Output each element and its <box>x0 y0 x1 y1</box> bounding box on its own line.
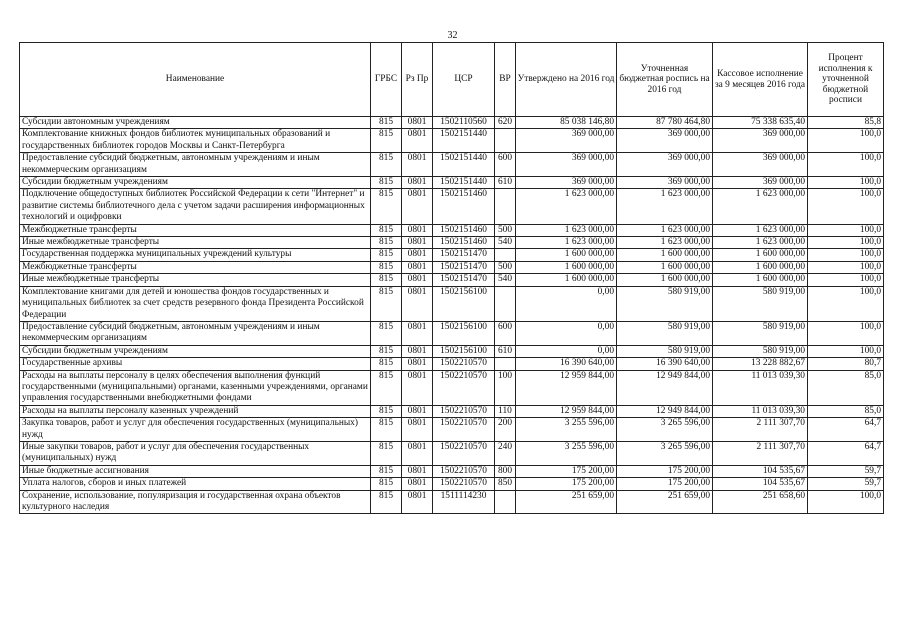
row-vr: 600 <box>495 153 516 177</box>
row-name: Государственная поддержка муниципальных учреждений культуры <box>20 249 371 261</box>
table-row <box>20 261 884 273</box>
table-row <box>20 478 884 490</box>
row-csr: 1502151470 <box>433 249 495 261</box>
row-csr: 1502210570 <box>433 358 495 370</box>
row-grbs: 815 <box>371 370 402 405</box>
row-cash: 1 600 000,00 <box>713 274 808 286</box>
row-rzpr: 0801 <box>402 261 433 273</box>
header-refined: Уточненная бюджетная роспись на 2016 год <box>617 43 713 117</box>
row-csr: 1502151440 <box>433 129 495 153</box>
row-vr: 850 <box>495 478 516 490</box>
row-vr: 610 <box>495 177 516 189</box>
row-csr: 1502151470 <box>433 274 495 286</box>
row-grbs: 815 <box>371 117 402 129</box>
header-cash: Кассовое исполнение за 9 месяцев 2016 года <box>713 43 808 117</box>
row-name: Субсидии бюджетным учреждениям <box>20 345 371 357</box>
row-grbs: 815 <box>371 358 402 370</box>
row-vr <box>495 249 516 261</box>
row-cash: 369 000,00 <box>713 153 808 177</box>
row-refined: 251 659,00 <box>617 490 713 514</box>
header-grbs: ГРБС <box>371 43 402 117</box>
row-vr <box>495 189 516 224</box>
row-grbs: 815 <box>371 129 402 153</box>
row-rzpr: 0801 <box>402 117 433 129</box>
row-approved: 369 000,00 <box>516 177 617 189</box>
row-csr: 1502151460 <box>433 224 495 236</box>
row-rzpr: 0801 <box>402 418 433 442</box>
row-csr: 1502151460 <box>433 189 495 224</box>
row-cash: 1 623 000,00 <box>713 237 808 249</box>
table-row <box>20 177 884 189</box>
row-percent: 100,0 <box>808 490 884 514</box>
row-name: Иные закупки товаров, работ и услуг для обеспечения государственных (муниципальных) нужд <box>20 441 371 465</box>
row-grbs: 815 <box>371 153 402 177</box>
row-refined: 1 623 000,00 <box>617 189 713 224</box>
row-csr: 1502210570 <box>433 405 495 417</box>
row-csr: 1502210570 <box>433 478 495 490</box>
row-cash: 11 013 039,30 <box>713 370 808 405</box>
page-number: 32 <box>447 30 458 41</box>
table-row <box>20 441 884 465</box>
table-row <box>20 418 884 442</box>
row-vr: 610 <box>495 345 516 357</box>
table-row <box>20 129 884 153</box>
row-approved: 1 623 000,00 <box>516 189 617 224</box>
row-refined: 1 623 000,00 <box>617 237 713 249</box>
row-vr: 110 <box>495 405 516 417</box>
row-percent: 80,7 <box>808 358 884 370</box>
row-refined: 369 000,00 <box>617 129 713 153</box>
row-vr: 600 <box>495 321 516 345</box>
row-approved: 3 255 596,00 <box>516 418 617 442</box>
row-approved: 1 623 000,00 <box>516 237 617 249</box>
table-body <box>20 117 884 514</box>
budget-table <box>19 42 884 514</box>
row-cash: 369 000,00 <box>713 129 808 153</box>
row-cash: 1 600 000,00 <box>713 249 808 261</box>
row-approved: 251 659,00 <box>516 490 617 514</box>
table-row <box>20 117 884 129</box>
row-refined: 12 949 844,00 <box>617 370 713 405</box>
row-grbs: 815 <box>371 224 402 236</box>
table-row <box>20 345 884 357</box>
table-row <box>20 286 884 321</box>
row-rzpr: 0801 <box>402 153 433 177</box>
row-approved: 12 959 844,00 <box>516 405 617 417</box>
row-rzpr: 0801 <box>402 345 433 357</box>
row-grbs: 815 <box>371 418 402 442</box>
table-row <box>20 465 884 477</box>
row-cash: 2 111 307,70 <box>713 418 808 442</box>
row-csr: 1502151440 <box>433 177 495 189</box>
row-approved: 85 038 146,80 <box>516 117 617 129</box>
row-vr: 500 <box>495 261 516 273</box>
row-rzpr: 0801 <box>402 370 433 405</box>
row-csr: 1502156100 <box>433 286 495 321</box>
row-name: Межбюджетные трансферты <box>20 261 371 273</box>
row-percent: 100,0 <box>808 286 884 321</box>
row-rzpr: 0801 <box>402 189 433 224</box>
row-rzpr: 0801 <box>402 490 433 514</box>
row-refined: 1 600 000,00 <box>617 261 713 273</box>
row-percent: 100,0 <box>808 261 884 273</box>
row-vr <box>495 358 516 370</box>
row-cash: 2 111 307,70 <box>713 441 808 465</box>
row-percent: 100,0 <box>808 237 884 249</box>
row-vr: 100 <box>495 370 516 405</box>
row-grbs: 815 <box>371 261 402 273</box>
row-name: Предоставление субсидий бюджетным, автономным учреждениям и иным некоммерческим организациям <box>20 321 371 345</box>
row-rzpr: 0801 <box>402 478 433 490</box>
row-grbs: 815 <box>371 345 402 357</box>
row-name: Субсидии бюджетным учреждениям <box>20 177 371 189</box>
row-grbs: 815 <box>371 321 402 345</box>
row-refined: 580 919,00 <box>617 345 713 357</box>
row-vr: 500 <box>495 224 516 236</box>
row-approved: 16 390 640,00 <box>516 358 617 370</box>
row-vr: 620 <box>495 117 516 129</box>
row-percent: 100,0 <box>808 321 884 345</box>
row-cash: 580 919,00 <box>713 286 808 321</box>
row-name: Иные межбюджетные трансферты <box>20 274 371 286</box>
row-name: Иные межбюджетные трансферты <box>20 237 371 249</box>
row-cash: 1 623 000,00 <box>713 224 808 236</box>
row-csr: 1502151440 <box>433 153 495 177</box>
row-percent: 100,0 <box>808 249 884 261</box>
table-header-row <box>20 43 884 117</box>
row-refined: 369 000,00 <box>617 153 713 177</box>
row-csr: 1502156100 <box>433 345 495 357</box>
row-name: Уплата налогов, сборов и иных платежей <box>20 478 371 490</box>
table-row <box>20 370 884 405</box>
row-rzpr: 0801 <box>402 224 433 236</box>
row-vr: 800 <box>495 465 516 477</box>
row-name: Комплектование книжных фондов библиотек муниципальных образований и государственных библиотек городов Москвы и Санкт-Петербурга <box>20 129 371 153</box>
header-csr: ЦСР <box>433 43 495 117</box>
row-vr: 240 <box>495 441 516 465</box>
row-refined: 3 265 596,00 <box>617 441 713 465</box>
row-rzpr: 0801 <box>402 129 433 153</box>
row-name: Расходы на выплаты персоналу в целях обеспечения выполнения функций государственными (муниципальными) органами, казенными учреждениями, органами управления государственными внебюджетными фондами <box>20 370 371 405</box>
row-rzpr: 0801 <box>402 177 433 189</box>
row-rzpr: 0801 <box>402 405 433 417</box>
row-refined: 16 390 640,00 <box>617 358 713 370</box>
row-percent: 100,0 <box>808 177 884 189</box>
row-approved: 369 000,00 <box>516 153 617 177</box>
row-cash: 1 600 000,00 <box>713 261 808 273</box>
row-refined: 1 600 000,00 <box>617 274 713 286</box>
row-approved: 175 200,00 <box>516 465 617 477</box>
row-grbs: 815 <box>371 441 402 465</box>
row-rzpr: 0801 <box>402 274 433 286</box>
table-row <box>20 274 884 286</box>
row-cash: 580 919,00 <box>713 321 808 345</box>
row-approved: 0,00 <box>516 286 617 321</box>
row-name: Государственные архивы <box>20 358 371 370</box>
row-name: Расходы на выплаты персоналу казенных учреждений <box>20 405 371 417</box>
row-percent: 59,7 <box>808 465 884 477</box>
row-refined: 175 200,00 <box>617 465 713 477</box>
table-row <box>20 249 884 261</box>
row-csr: 1511114230 <box>433 490 495 514</box>
row-name: Закупка товаров, работ и услуг для обеспечения государственных (муниципальных) нужд <box>20 418 371 442</box>
row-refined: 175 200,00 <box>617 478 713 490</box>
row-cash: 104 535,67 <box>713 478 808 490</box>
row-grbs: 815 <box>371 177 402 189</box>
row-refined: 87 780 464,80 <box>617 117 713 129</box>
row-percent: 100,0 <box>808 153 884 177</box>
row-grbs: 815 <box>371 478 402 490</box>
row-refined: 3 265 596,00 <box>617 418 713 442</box>
row-cash: 1 623 000,00 <box>713 189 808 224</box>
row-approved: 175 200,00 <box>516 478 617 490</box>
row-cash: 13 228 882,67 <box>713 358 808 370</box>
row-refined: 1 623 000,00 <box>617 224 713 236</box>
table-row <box>20 321 884 345</box>
row-approved: 12 959 844,00 <box>516 370 617 405</box>
row-name: Иные бюджетные ассигнования <box>20 465 371 477</box>
row-rzpr: 0801 <box>402 358 433 370</box>
row-refined: 580 919,00 <box>617 286 713 321</box>
row-rzpr: 0801 <box>402 465 433 477</box>
row-name: Подключение общедоступных библиотек Российской Федерации к сети "Интернет" и развитие системы библиотечного дела с учетом задачи расширения информационных технологий и оцифровки <box>20 189 371 224</box>
row-approved: 1 600 000,00 <box>516 249 617 261</box>
row-percent: 85,0 <box>808 370 884 405</box>
row-grbs: 815 <box>371 405 402 417</box>
row-csr: 1502210570 <box>433 370 495 405</box>
row-approved: 0,00 <box>516 321 617 345</box>
row-name: Субсидии автономным учреждениям <box>20 117 371 129</box>
row-grbs: 815 <box>371 237 402 249</box>
row-cash: 580 919,00 <box>713 345 808 357</box>
row-approved: 1 600 000,00 <box>516 274 617 286</box>
row-refined: 12 949 844,00 <box>617 405 713 417</box>
table-row <box>20 405 884 417</box>
row-vr: 200 <box>495 418 516 442</box>
row-csr: 1502210570 <box>433 465 495 477</box>
row-cash: 11 013 039,30 <box>713 405 808 417</box>
row-vr <box>495 490 516 514</box>
table-row <box>20 189 884 224</box>
row-csr: 1502210570 <box>433 418 495 442</box>
row-cash: 75 338 635,40 <box>713 117 808 129</box>
header-vr: ВР <box>495 43 516 117</box>
header-name: Наименование <box>20 43 371 117</box>
row-cash: 251 658,60 <box>713 490 808 514</box>
row-rzpr: 0801 <box>402 441 433 465</box>
row-csr: 1502110560 <box>433 117 495 129</box>
row-csr: 1502151460 <box>433 237 495 249</box>
header-approved: Утверждено на 2016 год <box>516 43 617 117</box>
row-rzpr: 0801 <box>402 249 433 261</box>
row-name: Предоставление субсидий бюджетным, автономным учреждениям и иным некоммерческим организациям <box>20 153 371 177</box>
row-name: Межбюджетные трансферты <box>20 224 371 236</box>
table-row <box>20 490 884 514</box>
row-refined: 1 600 000,00 <box>617 249 713 261</box>
row-cash: 369 000,00 <box>713 177 808 189</box>
row-vr: 540 <box>495 274 516 286</box>
row-percent: 100,0 <box>808 224 884 236</box>
row-rzpr: 0801 <box>402 286 433 321</box>
row-name: Комплектование книгами для детей и юношества фондов государственных и муниципальных библиотек за счет средств резервного фонда Президента Российской Федерации <box>20 286 371 321</box>
row-approved: 1 600 000,00 <box>516 261 617 273</box>
row-approved: 3 255 596,00 <box>516 441 617 465</box>
row-grbs: 815 <box>371 286 402 321</box>
row-approved: 0,00 <box>516 345 617 357</box>
row-percent: 100,0 <box>808 129 884 153</box>
row-vr <box>495 286 516 321</box>
row-percent: 85,8 <box>808 117 884 129</box>
row-rzpr: 0801 <box>402 237 433 249</box>
row-percent: 100,0 <box>808 345 884 357</box>
row-grbs: 815 <box>371 274 402 286</box>
row-grbs: 815 <box>371 465 402 477</box>
row-percent: 85,0 <box>808 405 884 417</box>
row-grbs: 815 <box>371 189 402 224</box>
row-percent: 64,7 <box>808 441 884 465</box>
row-rzpr: 0801 <box>402 321 433 345</box>
table-row <box>20 224 884 236</box>
header-percent: Процент исполнения к уточненной бюджетной росписи <box>808 43 884 117</box>
row-csr: 1502156100 <box>433 321 495 345</box>
row-refined: 369 000,00 <box>617 177 713 189</box>
row-percent: 100,0 <box>808 274 884 286</box>
row-name: Сохранение, использование, популяризация и государственная охрана объектов культурного наследия <box>20 490 371 514</box>
row-approved: 1 623 000,00 <box>516 224 617 236</box>
row-percent: 59,7 <box>808 478 884 490</box>
row-csr: 1502151470 <box>433 261 495 273</box>
row-grbs: 815 <box>371 249 402 261</box>
row-csr: 1502210570 <box>433 441 495 465</box>
row-refined: 580 919,00 <box>617 321 713 345</box>
table-row <box>20 237 884 249</box>
table-row <box>20 153 884 177</box>
row-cash: 104 535,67 <box>713 465 808 477</box>
row-grbs: 815 <box>371 490 402 514</box>
row-percent: 64,7 <box>808 418 884 442</box>
table-row <box>20 358 884 370</box>
row-vr <box>495 129 516 153</box>
row-vr: 540 <box>495 237 516 249</box>
header-rzpr: Рз Пр <box>402 43 433 117</box>
row-percent: 100,0 <box>808 189 884 224</box>
row-approved: 369 000,00 <box>516 129 617 153</box>
